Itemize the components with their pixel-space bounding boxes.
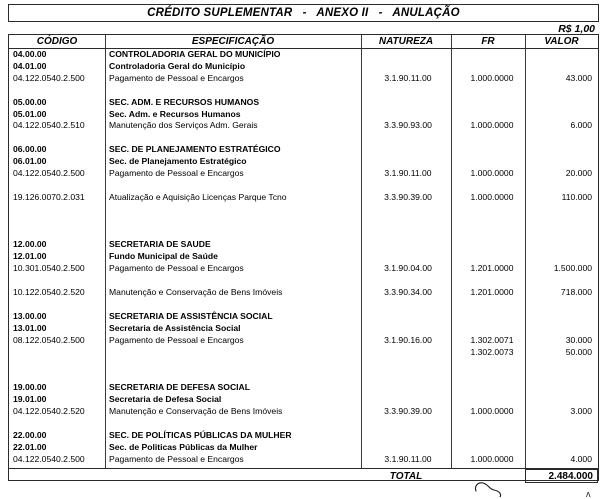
cell-especificacao: SEC. DE PLANEJAMENTO ESTRATÉGICO	[109, 144, 281, 155]
page-title: CRÉDITO SUPLEMENTAR - ANEXO II - ANULAÇÃO	[147, 7, 460, 19]
table-row	[9, 335, 598, 346]
column-header-especificacao: ESPECIFICAÇÃO	[191, 36, 275, 47]
cell-codigo: 19.01.00	[13, 394, 47, 405]
cell-valor: 43.000	[565, 72, 592, 83]
cell-natureza: 3.1.90.11.00	[384, 168, 432, 178]
cell-codigo: 06.00.00	[13, 144, 47, 155]
cell-fr: 1.302.0073	[470, 346, 514, 357]
table-row	[9, 311, 598, 322]
table-row	[9, 370, 598, 381]
cell-especificacao: Sec. de Politicas Públicas da Mulher	[109, 441, 258, 452]
cell-codigo: 04.122.0540.2.510	[13, 120, 85, 131]
cell-valor: 3.000	[570, 406, 592, 416]
table-row	[9, 73, 598, 84]
cell-codigo: 10.301.0540.2.500	[13, 263, 85, 274]
cell-fr: 1.000.0000	[470, 72, 514, 83]
cell-fr: 1.201.0000	[470, 287, 514, 297]
currency-unit-note: R$ 1,00	[558, 23, 595, 35]
table-row	[9, 85, 598, 96]
cell-codigo: 04.122.0540.2.500	[13, 72, 85, 83]
column-header-valor: VALOR	[544, 36, 579, 47]
total-separator	[9, 468, 598, 469]
table-row	[9, 239, 598, 250]
cell-valor: 20.000	[565, 168, 592, 178]
table-row	[9, 275, 598, 286]
cell-codigo: 04.00.00	[13, 49, 47, 59]
cell-especificacao: Pagamento de Pessoal e Encargos	[109, 334, 244, 345]
cell-fr: 1.201.0000	[470, 263, 514, 274]
budget-table	[8, 34, 599, 481]
column-header-codigo: CÓDIGO	[36, 36, 78, 47]
cell-especificacao: Secretaria de Assistência Social	[109, 322, 241, 333]
cell-codigo: 04.122.0540.2.500	[13, 168, 85, 178]
table-row	[9, 120, 598, 131]
cell-codigo: 04.01.00	[13, 60, 47, 71]
cell-fr: 1.302.0071	[470, 334, 514, 345]
column-header-natureza: NATUREZA	[378, 36, 434, 47]
cell-codigo: 05.01.00	[13, 108, 47, 119]
cell-codigo: 12.00.00	[13, 239, 47, 250]
table-row	[9, 168, 598, 179]
cell-fr: 1.000.0000	[470, 191, 514, 202]
cell-especificacao: Pagamento de Pessoal e Encargos	[109, 263, 244, 274]
cell-especificacao: Sec. Adm. e Recursos Humanos	[109, 108, 241, 119]
table-body	[9, 49, 598, 480]
cell-especificacao: Manutenção e Conservação de Bens Imóveis	[109, 287, 283, 297]
table-row	[9, 263, 598, 274]
table-row	[9, 49, 598, 60]
cell-especificacao: Pagamento de Pessoal e Encargos	[109, 72, 244, 83]
cell-valor: 6.000	[570, 120, 592, 131]
table-row	[9, 347, 598, 358]
cell-especificacao: SECRETARIA DE SAUDE	[109, 239, 211, 250]
table-row	[9, 442, 598, 453]
cell-codigo: 22.00.00	[13, 429, 47, 440]
table-row	[9, 204, 598, 215]
document-title-band	[8, 4, 599, 22]
table-row	[9, 323, 598, 334]
cell-especificacao: SEC. ADM. E RECURSOS HUMANOS	[109, 96, 260, 107]
cell-valor: 1.500.000	[553, 263, 592, 274]
cell-codigo: 10.122.0540.2.520	[13, 287, 85, 297]
cell-natureza: 3.3.90.34.00	[384, 287, 432, 297]
cell-especificacao: Secretaria de Defesa Social	[109, 394, 222, 405]
table-row	[9, 358, 598, 369]
cell-natureza: 3.1.90.11.00	[384, 453, 432, 464]
table-row	[9, 216, 598, 227]
cell-especificacao: Pagamento de Pessoal e Encargos	[109, 168, 244, 178]
cell-codigo: 05.00.00	[13, 96, 47, 107]
cell-codigo: 04.122.0540.2.520	[13, 406, 85, 416]
cell-codigo: 12.01.00	[13, 251, 47, 262]
table-row	[9, 299, 598, 310]
cell-especificacao: CONTROLADORIA GERAL DO MUNICÍPIO	[109, 49, 281, 59]
cell-codigo: 22.01.00	[13, 441, 47, 452]
cell-especificacao: Manutenção e Conservação de Bens Imóveis	[109, 406, 283, 416]
table-row	[9, 454, 598, 465]
cell-especificacao: Manutenção dos Serviços Adm. Gerais	[109, 120, 258, 131]
cell-especificacao: SEC. DE POLÍTICAS PÚBLICAS DA MULHER	[109, 429, 292, 440]
total-value: 2.484.000	[525, 469, 598, 483]
cell-especificacao: Pagamento de Pessoal e Encargos	[109, 453, 244, 464]
cell-especificacao: Fundo Municipal de Saúde	[109, 251, 218, 262]
table-row	[9, 228, 598, 239]
cell-fr: 1.000.0000	[470, 168, 514, 178]
cell-fr: 1.000.0000	[470, 453, 514, 464]
cell-codigo: 06.01.00	[13, 156, 47, 167]
cell-especificacao: Sec. de Planejamento Estratégico	[109, 156, 247, 167]
cell-especificacao: SECRETARIA DE ASSISTÊNCIA SOCIAL	[109, 310, 273, 321]
table-header-row	[9, 35, 598, 49]
table-row	[9, 180, 598, 191]
table-row	[9, 287, 598, 298]
total-label: TOTAL	[389, 471, 423, 482]
table-row	[9, 394, 598, 405]
cell-natureza: 3.3.90.39.00	[384, 406, 432, 416]
cell-valor: 718.000	[560, 287, 592, 297]
table-row	[9, 132, 598, 143]
cell-codigo: 19.00.00	[13, 382, 47, 393]
table-row	[9, 430, 598, 441]
cell-codigo: 19.126.0070.2.031	[13, 191, 85, 202]
handwritten-tick: ʌ	[586, 489, 591, 499]
cell-valor: 110.000	[561, 191, 592, 202]
cell-codigo: 08.122.0540.2.500	[13, 334, 85, 345]
cell-codigo: 13.01.00	[13, 322, 47, 333]
table-row	[9, 418, 598, 429]
cell-fr: 1.000.0000	[470, 120, 514, 131]
cell-natureza: 3.3.90.93.00	[384, 120, 432, 131]
cell-valor: 50.000	[565, 346, 592, 357]
table-row	[9, 406, 598, 417]
cell-natureza: 3.1.90.04.00	[384, 263, 432, 274]
cell-codigo: 04.122.0540.2.500	[13, 453, 85, 464]
table-row	[9, 109, 598, 120]
table-row	[9, 382, 598, 393]
cell-valor: 4.000	[570, 453, 592, 464]
cell-especificacao: Controladoria Geral do Município	[109, 60, 246, 71]
cell-natureza: 3.3.90.39.00	[384, 191, 432, 202]
cell-especificacao: SECRETARIA DE DEFESA SOCIAL	[109, 382, 251, 393]
table-row	[9, 251, 598, 262]
cell-especificacao: Atualização e Aquisição Licenças Parque Tcno	[109, 191, 287, 202]
table-row	[9, 144, 598, 155]
cell-codigo: 13.00.00	[13, 310, 47, 321]
cell-fr: 1.000.0000	[470, 406, 514, 416]
cell-valor: 30.000	[565, 334, 592, 345]
table-row	[9, 192, 598, 203]
column-header-fr: FR	[481, 36, 495, 47]
table-row	[9, 156, 598, 167]
table-row	[9, 97, 598, 108]
cell-natureza: 3.1.90.11.00	[384, 72, 432, 83]
cell-natureza: 3.1.90.16.00	[384, 334, 432, 345]
table-row	[9, 61, 598, 72]
